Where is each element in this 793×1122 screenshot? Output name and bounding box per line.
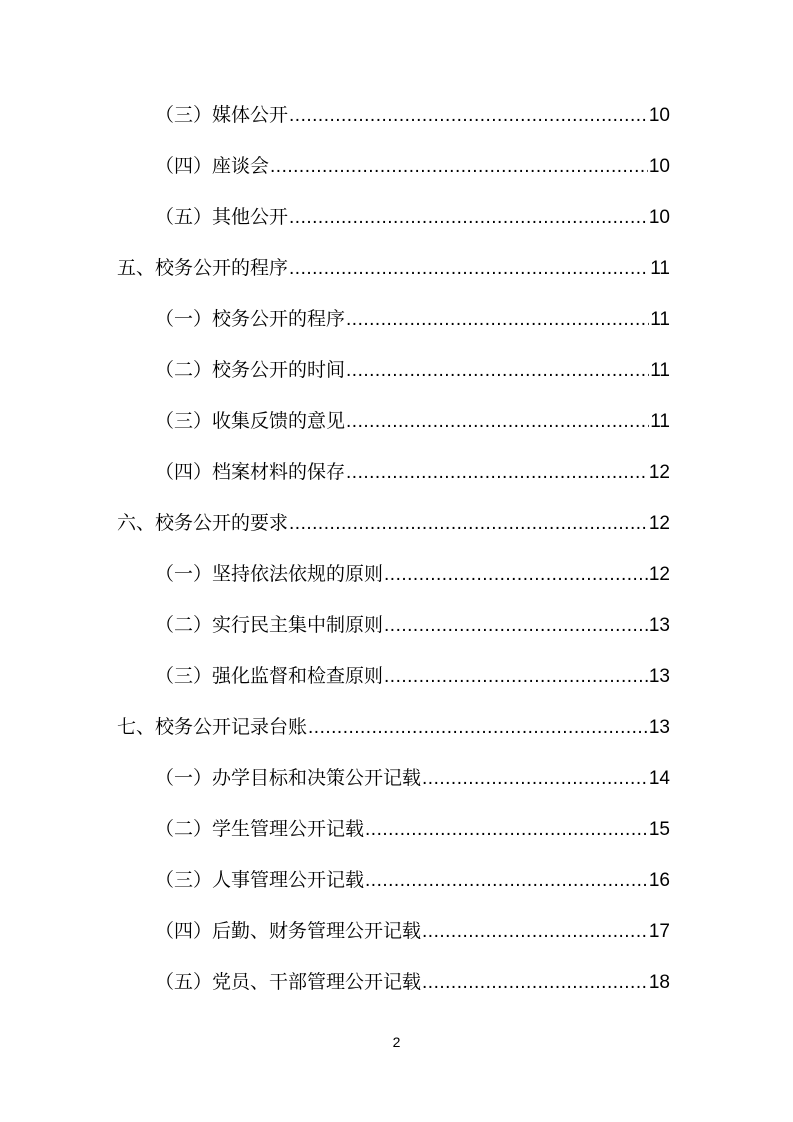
toc-leader-dots	[289, 90, 648, 141]
toc-entry-label: （一）办学目标和决策公开记载	[155, 768, 422, 789]
toc-entry[interactable]	[117, 600, 670, 651]
toc-page-number: 18	[648, 972, 670, 993]
toc-leader-dots	[346, 345, 649, 396]
page-footer	[0, 1032, 793, 1052]
toc-entry-label: （二）学生管理公开记载	[155, 819, 365, 840]
toc-entry[interactable]	[117, 447, 670, 498]
toc-entry-label: （三）强化监督和检查原则	[155, 666, 384, 687]
toc-page-number: 16	[648, 870, 670, 891]
toc-leader-dots	[346, 447, 648, 498]
toc-entry[interactable]	[117, 651, 670, 702]
toc-entry-label: （一）坚持依法依规的原则	[155, 564, 384, 585]
toc-entry[interactable]	[117, 906, 670, 957]
toc-entry[interactable]	[117, 192, 670, 243]
toc-entry[interactable]	[117, 957, 670, 1008]
toc-page-number: 13	[648, 666, 670, 687]
toc-leader-dots	[384, 549, 648, 600]
toc-leader-dots	[270, 141, 648, 192]
toc-page-number: 10	[648, 105, 670, 126]
toc-leader-dots	[422, 906, 648, 957]
toc-page-number: 13	[648, 615, 670, 636]
toc-leader-dots	[384, 600, 648, 651]
toc-leader-dots	[289, 243, 649, 294]
toc-leader-dots	[422, 957, 648, 1008]
toc-page-number: 17	[648, 921, 670, 942]
toc-entry-label: （一）校务公开的程序	[155, 309, 346, 330]
toc-entry-label: （四）档案材料的保存	[155, 462, 346, 483]
toc-entry[interactable]	[117, 549, 670, 600]
toc-entry[interactable]	[117, 702, 670, 753]
toc-entry[interactable]	[117, 396, 670, 447]
footer-page-number: 2	[392, 1034, 401, 1050]
toc-entry[interactable]	[117, 345, 670, 396]
toc-page-number: 11	[650, 309, 670, 330]
toc-leader-dots	[365, 855, 648, 906]
toc-entry[interactable]	[117, 804, 670, 855]
toc-entry[interactable]	[117, 753, 670, 804]
toc-page-number: 12	[648, 564, 670, 585]
toc-page-number: 13	[648, 717, 670, 738]
toc-entry-label: （五）其他公开	[155, 207, 289, 228]
toc-entry-label: 七、校务公开记录台账	[117, 717, 308, 738]
toc-page-number: 12	[648, 513, 670, 534]
toc-entry[interactable]	[117, 498, 670, 549]
toc-page-number: 15	[648, 819, 670, 840]
toc-entry-label: （二）校务公开的时间	[155, 360, 346, 381]
toc-page-number: 11	[650, 360, 670, 381]
toc-leader-dots	[289, 498, 648, 549]
toc-entry-label: （四）后勤、财务管理公开记载	[155, 921, 422, 942]
toc-entry[interactable]	[117, 243, 670, 294]
toc-leader-dots	[384, 651, 648, 702]
toc-entry-label: （三）人事管理公开记载	[155, 870, 365, 891]
toc-entry[interactable]	[117, 141, 670, 192]
toc-leader-dots	[308, 702, 648, 753]
toc-page-number: 14	[648, 768, 670, 789]
toc-leader-dots	[365, 804, 648, 855]
toc-page-number: 12	[648, 462, 670, 483]
toc-entry[interactable]	[117, 90, 670, 141]
toc-entry-label: （三）媒体公开	[155, 105, 289, 126]
toc-leader-dots	[422, 753, 648, 804]
toc-entry[interactable]	[117, 294, 670, 345]
toc-leader-dots	[346, 396, 649, 447]
toc-entry-label: 六、校务公开的要求	[117, 513, 289, 534]
toc-entry-label: 五、校务公开的程序	[117, 258, 289, 279]
toc-page-number: 10	[648, 156, 670, 177]
toc-entry-label: （三）收集反馈的意见	[155, 411, 346, 432]
toc-page-number: 10	[648, 207, 670, 228]
toc-leader-dots	[346, 294, 649, 345]
toc-entry-label: （二）实行民主集中制原则	[155, 615, 384, 636]
toc-leader-dots	[289, 192, 648, 243]
toc-entry[interactable]	[117, 855, 670, 906]
toc-entry-label: （五）党员、干部管理公开记载	[155, 972, 422, 993]
toc-page-number: 11	[650, 258, 670, 279]
table-of-contents	[117, 90, 670, 1008]
toc-page-number: 11	[650, 411, 670, 432]
toc-entry-label: （四）座谈会	[155, 156, 270, 177]
